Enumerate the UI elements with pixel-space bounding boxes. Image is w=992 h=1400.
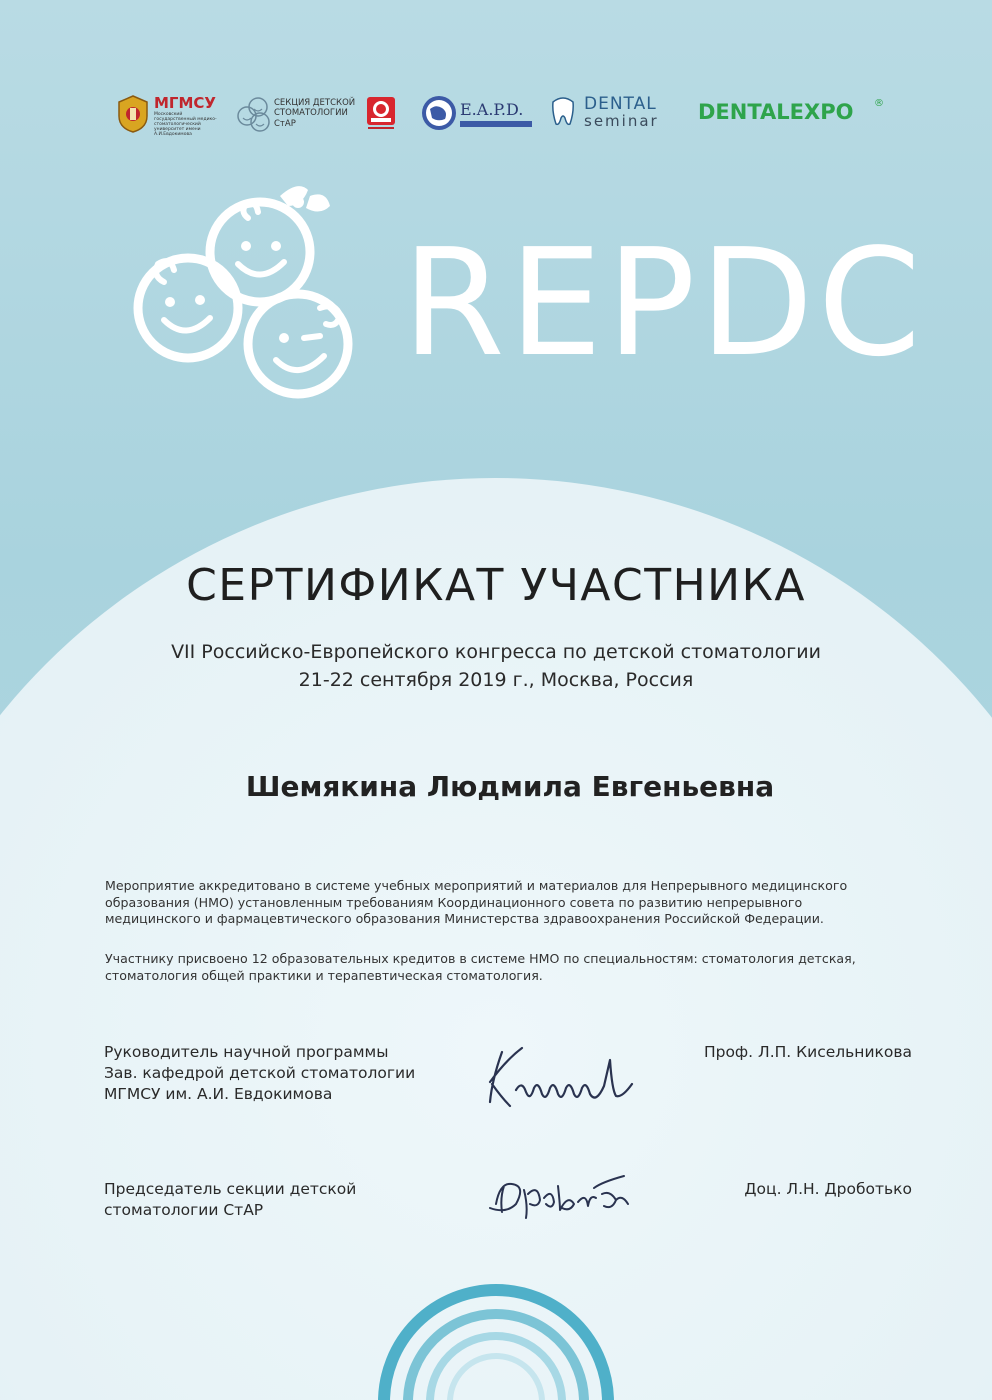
accreditation-line: медицинского и фармацевтического образования Министерства здравоохранения Российской Федерации. [105, 911, 824, 926]
role-line: Председатель секции детской [104, 1180, 357, 1198]
seminar-word: seminar [584, 112, 659, 130]
eapd-bar [460, 121, 532, 127]
background-circle [0, 478, 992, 1400]
accreditation-line: образования (НМО) установленным требованиям Координационного совета по развитию непрерывного [105, 894, 803, 910]
section-line-1: СЕКЦИЯ ДЕТСКОЙ [274, 98, 356, 108]
section-logo [236, 88, 356, 144]
event-date-place: 21-22 сентября 2019 г., Москва, Россия [298, 669, 694, 691]
section-line-2: СТОМАТОЛОГИИ [274, 108, 348, 118]
first-signatory-name: Проф. Л.П. Кисельникова [703, 1043, 912, 1061]
dental-word: DENTAL [584, 94, 657, 114]
first-signature [482, 1040, 652, 1120]
three-smiling-faces-icon [130, 176, 360, 412]
role-line: стоматологии СтАР [104, 1201, 264, 1219]
brand-name: REPDC [402, 217, 925, 389]
eapd-logo [420, 88, 536, 144]
dental-seminar-logo [550, 88, 684, 144]
event-name: VII Российско-Европейского конгресса по детской стоматологии [171, 641, 821, 663]
dentalexpo-logo [698, 88, 894, 144]
role-line: Зав. кафедрой детской стоматологии [104, 1064, 416, 1082]
role-line: МГМСУ им. А.И. Евдокимова [104, 1085, 333, 1103]
mgmsu-logo [116, 88, 226, 144]
concentric-rings-decoration [376, 1282, 616, 1400]
credits-line: стоматология общей практики и терапевтическая стоматология. [105, 967, 543, 983]
credits-line: Участнику присвоено 12 образовательных кредитов в системе НМО по специальностям: стоматология детская, [105, 951, 856, 966]
credits-text [105, 951, 915, 984]
second-signatory-role [104, 1179, 356, 1221]
first-signatory-role [104, 1042, 415, 1105]
second-signature [482, 1164, 642, 1224]
university-crest-icon [116, 94, 150, 134]
mgmsu-subtitle: Московский государственный медико-стоматологический университет имени А.И.Евдокимова [154, 112, 217, 137]
star-association-emblem-icon [366, 96, 396, 132]
partner-logos [0, 88, 992, 144]
section-line-3: СтАР [274, 119, 296, 129]
participant-name: Шемякина Людмила Евгеньевна [245, 770, 775, 803]
mgmsu-title: МГМСУ [154, 94, 216, 112]
accreditation-line: Мероприятие аккредитовано в системе учебных мероприятий и материалов для Непрерывного медицинского [105, 878, 848, 893]
star-logo [366, 88, 400, 144]
accreditation-text [105, 878, 915, 928]
certificate-title: СЕРТИФИКАТ УЧАСТНИКА [186, 560, 806, 611]
tooth-icon [550, 96, 576, 128]
second-signatory-name: Доц. Л.Н. Дроботько [744, 1180, 912, 1198]
dentalexpo-title: DENTALEXPO [698, 100, 854, 124]
eapd-title: E.A.P.D. [460, 100, 524, 119]
kids-faces-icon [236, 96, 272, 132]
europe-globe-icon [420, 94, 458, 132]
registered-mark: ® [874, 98, 884, 109]
role-line: Руководитель научной программы [104, 1043, 389, 1061]
